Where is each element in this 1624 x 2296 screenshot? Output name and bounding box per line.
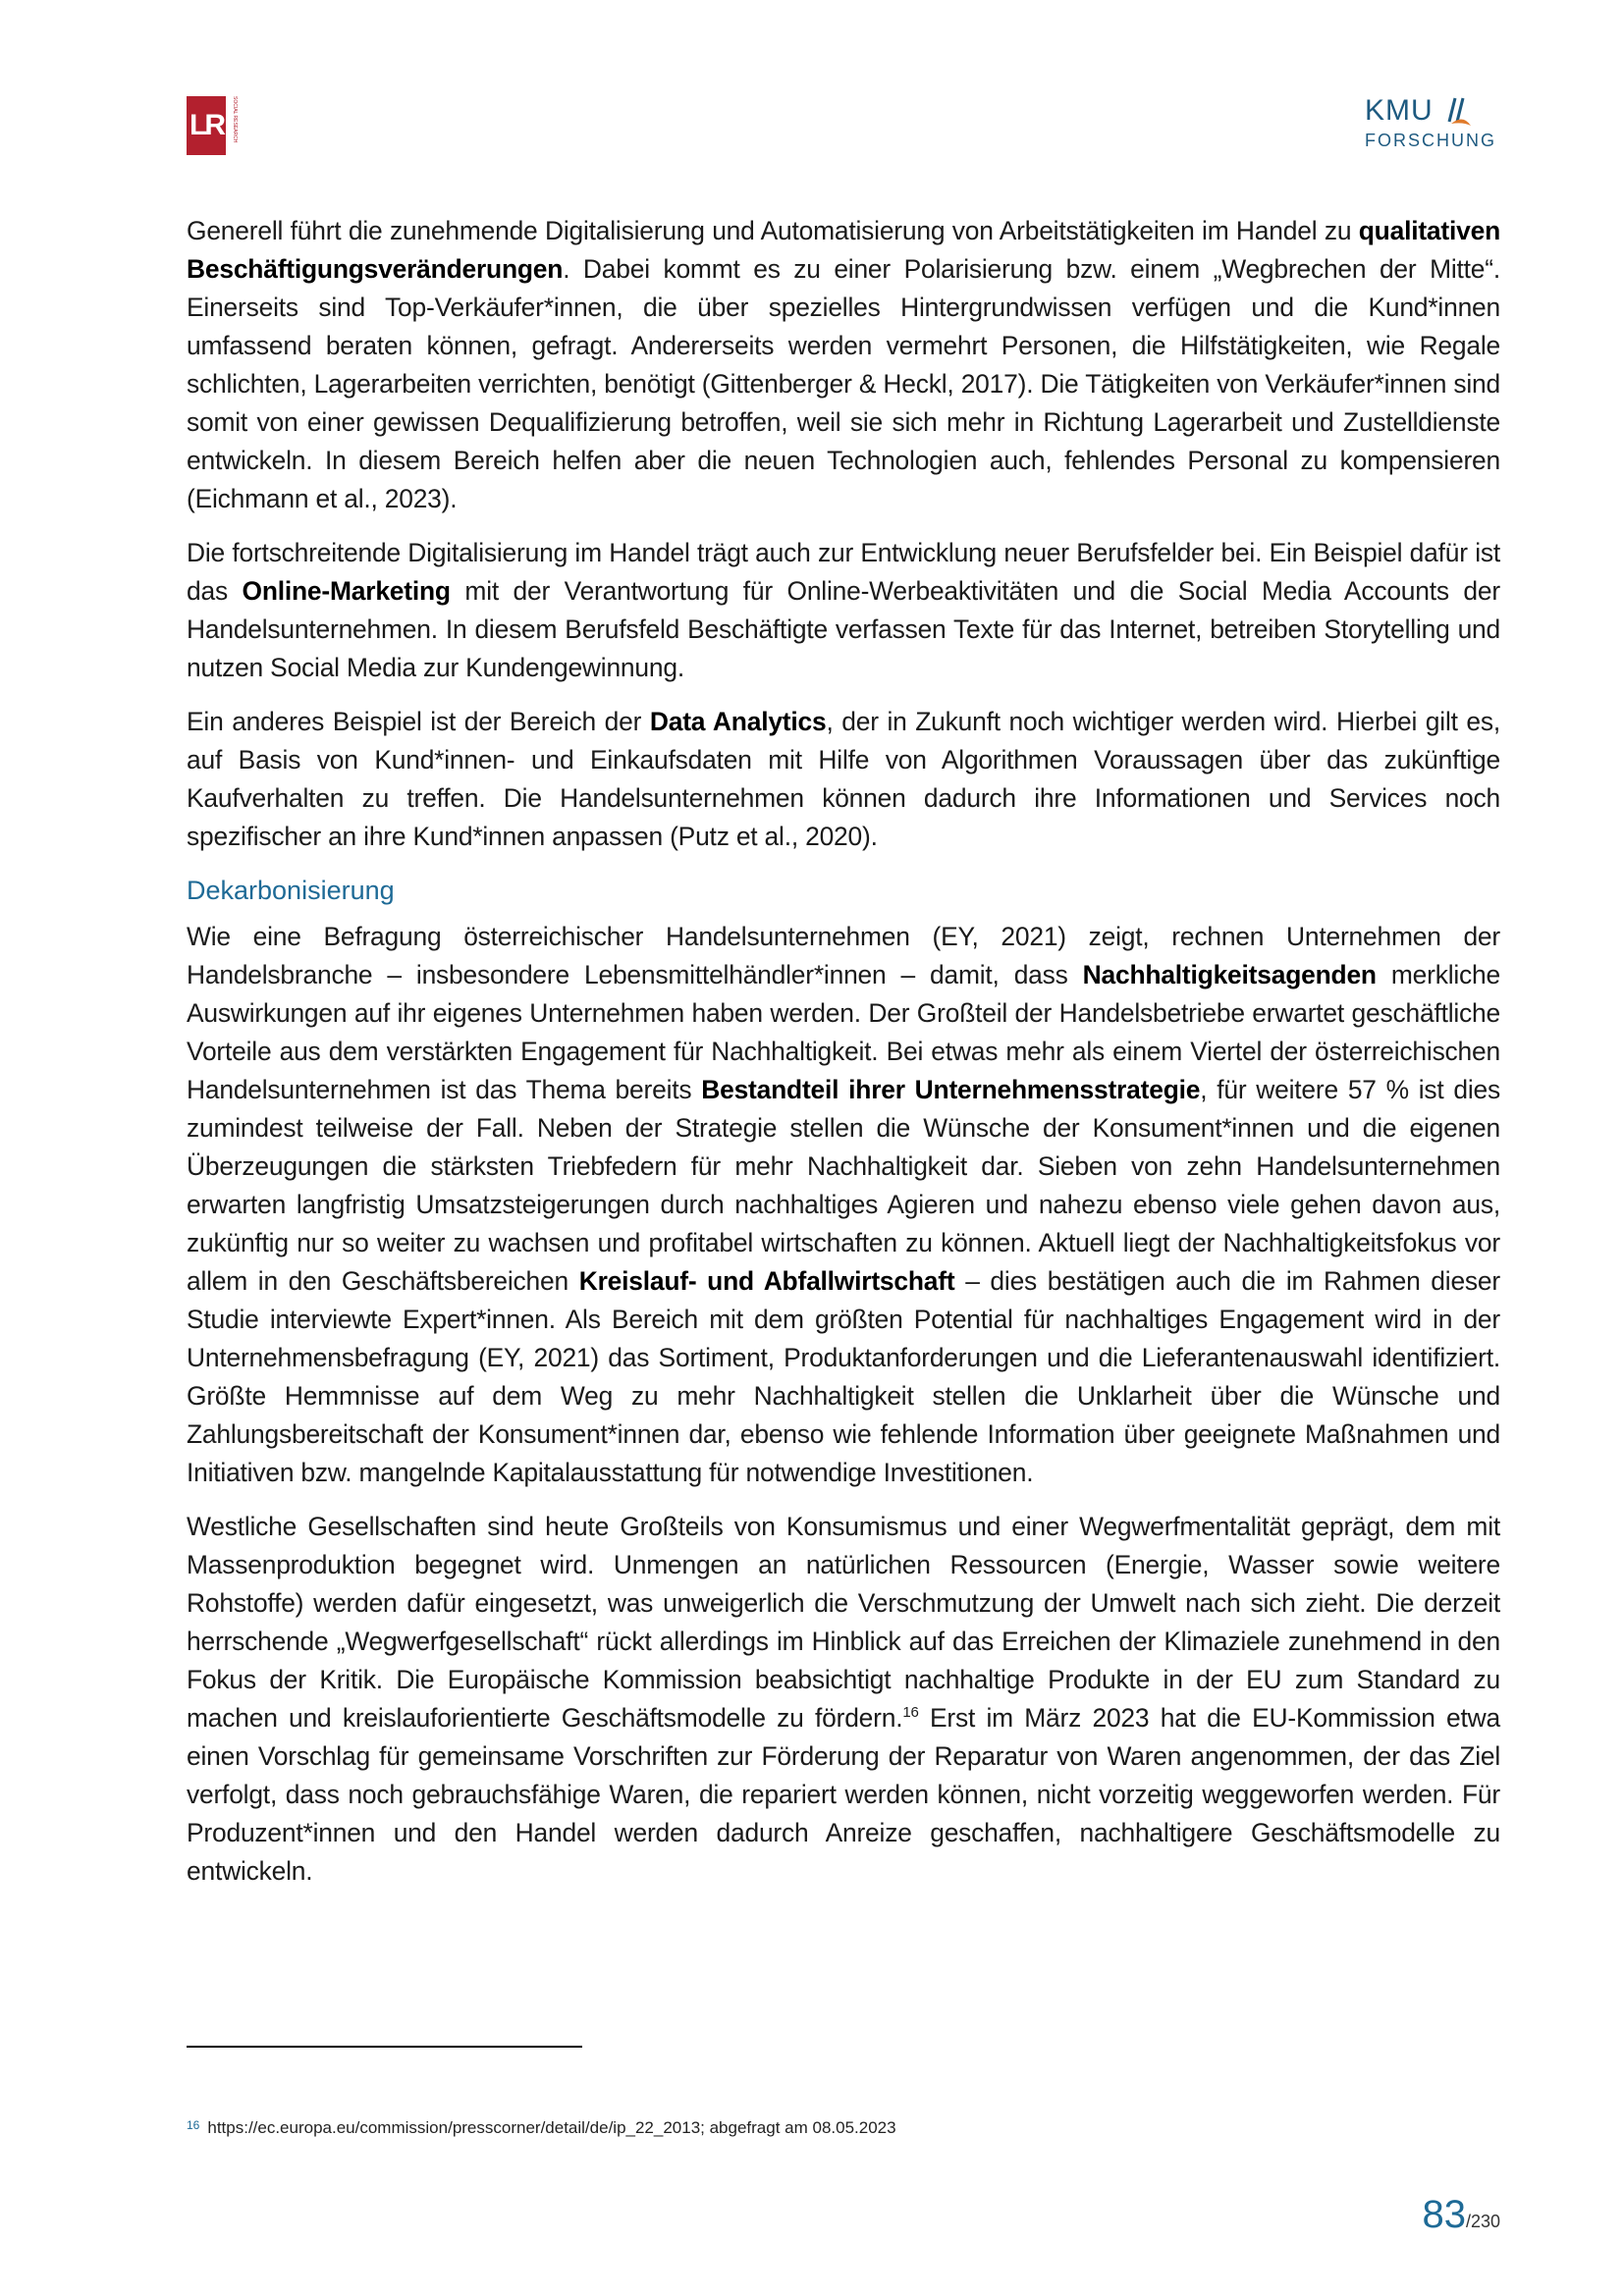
text-run: Erst im März 2023 hat die EU-Kommission etwa einen Vorschlag für gemeinsame Vorschriften zur Förderung der Reparatur von Waren angenommen, der das Ziel verfolgt, dass noch gebrauchsfähige Waren, die repariert werden können, nicht vorzeitig weggeworfen werden. Für Produzent*innen und den Handel werden dadurch Anreize geschaffen, nachhaltigere Geschäftsmodelle zu entwickeln. [187, 1703, 1500, 1886]
bold-phrase: Online-Marketing [242, 576, 451, 606]
bold-phrase: Nachhaltigkeitsagenden [1082, 960, 1377, 989]
text-run: , für weitere 57 % ist dies zumindest teilweise der Fall. Neben der Strategie stellen die Wünsche der Konsument*innen und die eigenen Überzeugungen die stärksten Triebfedern für mehr Nachhaltigkeit dar. Sieben von zehn Handelsunternehmen erwarten langfristig Umsatzsteigerungen durch nachhaltiges Agieren und nahezu ebenso viele gehen davon aus, zukünftig nur so weiter zu wachsen und profitabel wirtschaften zu können. Aktuell liegt der Nachhaltigkeitsfokus vor allem in den Geschäftsbereichen [187, 1075, 1500, 1296]
text-run: Wie eine Befragung österreichischer Handelsunternehmen (EY, 2021) zeigt, rechnen Unternehmen der Handelsbranche – insbesondere Lebensmittelhändler*innen – damit, dass [187, 922, 1500, 989]
paragraphs-dekarbonisierung [187, 918, 1500, 1891]
page-number [1422, 2193, 1500, 2237]
paragraph [187, 534, 1500, 687]
bold-phrase: Data Analytics [649, 707, 827, 736]
paragraphs-digitalisierung [187, 212, 1500, 856]
lr-logo-mark: LR [187, 96, 226, 155]
kmu-logo-sub: FORSCHUNG [1365, 131, 1496, 150]
text-run: Generell führt die zunehmende Digitalisierung und Automatisierung von Arbeitstätigkeiten im Handel zu [187, 216, 1359, 245]
text-run: – dies bestätigen auch die im Rahmen dieser Studie interviewte Expert*innen. Als Bereich mit dem größten Potential für nachhaltiges Engagement wird in der Unternehmensbefragung (EY, 2021) das Sortiment, Produktanforderungen und die Lieferantenauswahl identifiziert. Größte Hemmnisse auf dem Weg zu mehr Nachhaltigkeit stellen die Unklarheit über die Wünsche und Zahlungsbereitschaft der Konsument*innen dar, ebenso wie fehlende Information über geeignete Maßnahmen und Initiativen bzw. mangelnde Kapitalausstattung für notwendige Investitionen. [187, 1266, 1500, 1487]
footnote [187, 2118, 896, 2138]
footnote-text: https://ec.europa.eu/commission/presscorner/detail/de/ip_22_2013; abgefragt am 08.05.2023 [207, 2118, 896, 2137]
kmu-forschung-logo [1365, 94, 1496, 155]
text-run: Die fortschreitende Digitalisierung im Handel trägt auch zur Entwicklung neuer Berufsfelder bei. Ein Beispiel dafür ist das [187, 538, 1500, 606]
bold-phrase: Kreislauf- und Abfallwirtschaft [578, 1266, 955, 1296]
paragraph [187, 212, 1500, 518]
page-total: /230 [1465, 2212, 1500, 2231]
lr-social-research-logo [187, 96, 238, 155]
paragraph [187, 703, 1500, 856]
kmu-logo-word: KMU [1365, 94, 1434, 127]
footnote-number: 16 [187, 2118, 200, 2132]
text-run: Westliche Gesellschaften sind heute Großteils von Konsumismus und einer Wegwerfmentalität geprägt, dem mit Massenproduktion begegnet wird. Unmengen an natürlichen Ressourcen (Energie, Wasser sowie weitere Rohstoffe) werden dafür eingesetzt, was unweigerlich die Verschmutzung der Umwelt nach sich zieht. Die derzeit herrschende „Wegwerfgesellschaft“ rückt allerdings im Hinblick auf das Erreichen der Klimaziele zunehmend in den Fokus der Kritik. Die Europäische Kommission beabsichtigt nachhaltige Produkte in der EU zum Standard zu machen und kreislauforientierte Geschäftsmodelle zu fördern. [187, 1512, 1500, 1733]
bold-phrase: Bestandteil ihrer Unternehmensstrategie [701, 1075, 1201, 1104]
text-run: Ein anderes Beispiel ist der Bereich der [187, 707, 650, 736]
text-run: , der in Zukunft noch wichtiger werden wird. Hierbei gilt es, auf Basis von Kund*innen- und Einkaufsdaten mit Hilfe von Algorithmen Voraussagen über das zukünftige Kaufverhalten zu treffen. Die Handelsunternehmen können dadurch ihre Informationen und Services noch spezifischer an ihre Kund*innen anpassen (Putz et al., 2020). [187, 707, 1501, 851]
text-run: mit der Verantwortung für Online-Werbeaktivitäten und die Social Media Accounts der Handelsunternehmen. In diesem Berufsfeld Beschäftigte verfassen Texte für das Internet, betreiben Storytelling und nutzen Social Media zur Kundengewinnung. [187, 576, 1500, 682]
text-run: merkliche Auswirkungen auf ihr eigenes Unternehmen haben werden. Der Großteil der Handelsbetriebe erwartet geschäftliche Vorteile aus dem verstärkten Engagement für Nachhaltigkeit. Bei etwas mehr als einem Viertel der österreichischen Handelsunternehmen ist das Thema bereits [187, 960, 1500, 1104]
paragraph [187, 918, 1500, 1492]
footnote-divider [187, 2046, 582, 2048]
footnote-ref[interactable]: 16 [902, 1704, 919, 1722]
bold-phrase: qualitativen Beschäftigungsveränderungen [187, 216, 1500, 284]
main-content [187, 212, 1500, 1906]
lr-logo-side-text: SOCIAL RESEARCH [232, 96, 238, 143]
text-run: . Dabei kommt es zu einer Polarisierung bzw. einem „Wegbrechen der Mitte“. Einerseits sind Top-Verkäufer*innen, die über spezielles Hintergrundwissen verfügen und die Kund*innen umfassend beraten können, gefragt. Andererseits werden vermehrt Personen, die Hilfstätigkeiten, wie Regale schlichten, Lagerarbeiten verrichten, benötigt (Gittenberger & Heckl, 2017). Die Tätigkeiten von Verkäufer*innen sind somit von einer gewissen Dequalifizierung betroffen, weil sie sich mehr in Richtung Lagerarbeit und Zustelldienste entwickeln. In diesem Bereich helfen aber die neuen Technologien auch, fehlendes Personal zu kompensieren (Eichmann et al., 2023). [187, 254, 1500, 513]
page-current: 83 [1422, 2193, 1466, 2236]
section-heading: Dekarbonisierung [187, 876, 395, 905]
kmu-leaf-icon [1445, 96, 1475, 132]
paragraph [187, 1508, 1500, 1891]
